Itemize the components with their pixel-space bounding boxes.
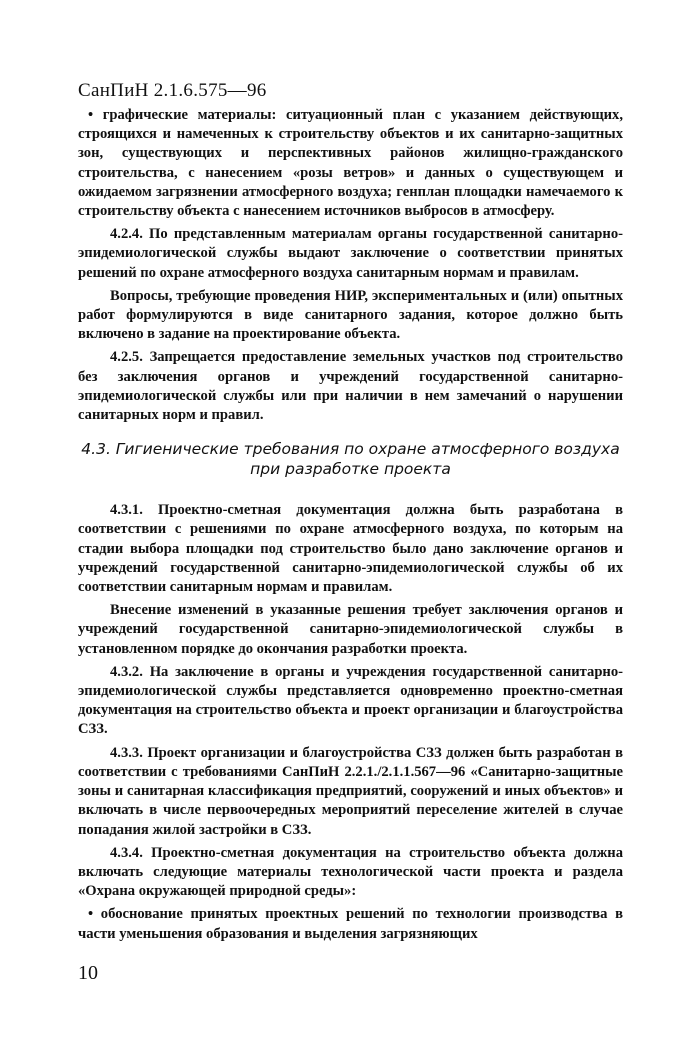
section-heading-line-2: при разработке проекта (250, 460, 451, 479)
document-body (78, 106, 623, 948)
paragraph-4-3-3: 4.3.3. Проект организации и благоустройства СЗЗ должен быть разработан в соответствии с требованиями СанПиН 2.2.1./2.1.1.567—96 «Санитарно-защитные зоны и санитарная классификация предприятий, сооружений и иных объектов» и включать в числе первоочередных мероприятий переселение жителей в случае попадания жилой застройки в СЗЗ. (78, 744, 623, 838)
paragraph-4-3-2: 4.3.2. На заключение в органы и учреждения государственной санитарно-эпидемиологической службы представляется одновременно проектно-сметная документация на строительство объекта и проект организации и благоустройства СЗЗ. (78, 663, 623, 738)
section-heading-4-3 (78, 439, 623, 479)
page-number: 10 (78, 962, 98, 984)
paragraph-4-3-4: 4.3.4. Проектно-сметная документация на строительство объекта должна включать следующие материалы технологической части проекта и раздела «Охрана окружающей природной среды»: (78, 844, 623, 900)
paragraph-4-2-5: 4.2.5. Запрещается предоставление земельных участков под строительство без заключения органов и учреждений государственной санитарно-эпидемиологической службы или при наличии в нем замечаний о нарушении санитарных норм и правил. (78, 349, 623, 424)
paragraph-changes: Внесение изменений в указанные решения требует заключения органов и учреждений государственной санитарно-эпидемиологической службы в установленном порядке до окончания разработки проекта. (78, 602, 623, 657)
paragraph-4-3-1: 4.3.1. Проектно-сметная документация должна быть разработана в соответствии с решениями по охране атмосферного воздуха, по которым на стадии выбора площадки под строительство было дано заключение органов и учреждений государственной санитарно-эпидемиологической службы об их соответствии санитарным нормам и правилам. (78, 502, 623, 596)
paragraph-research-questions: Вопросы, требующие проведения НИР, экспериментальных и (или) опытных работ формулируются в виде санитарного задания, которое должно быть включено в задание на проектирование объекта. (78, 287, 623, 343)
paragraph-graphic-materials: • графические материалы: ситуационный план с указанием действующих, строящихся и намеченных к строительству объектов и их санитарно-защитных зон, существующих и перспективных районов жилищно-гражданского строительства, с нанесением «розы ветров» и данных о существующем и ожидаемом загрязнении атмосферного воздуха; генплан площадки намечаемого к строительству объекта с нанесением источников выбросов в атмосферу. (78, 107, 623, 220)
document-header: СанПиН 2.1.6.575—96 (78, 80, 267, 101)
paragraph-4-2-4: 4.2.4. По представленным материалам органы государственной санитарно-эпидемиологической службы выдают заключение о соответствии принятых решений по охране атмосферного воздуха санитарным нормам и правилам. (78, 226, 623, 281)
paragraph-justification: • обоснование принятых проектных решений по технологии производства в части уменьшения образования и выделения загрязняющих (78, 906, 623, 942)
section-heading-line-1: 4.3. Гигиенические требования по охране атмосферного воздуха (81, 440, 620, 459)
